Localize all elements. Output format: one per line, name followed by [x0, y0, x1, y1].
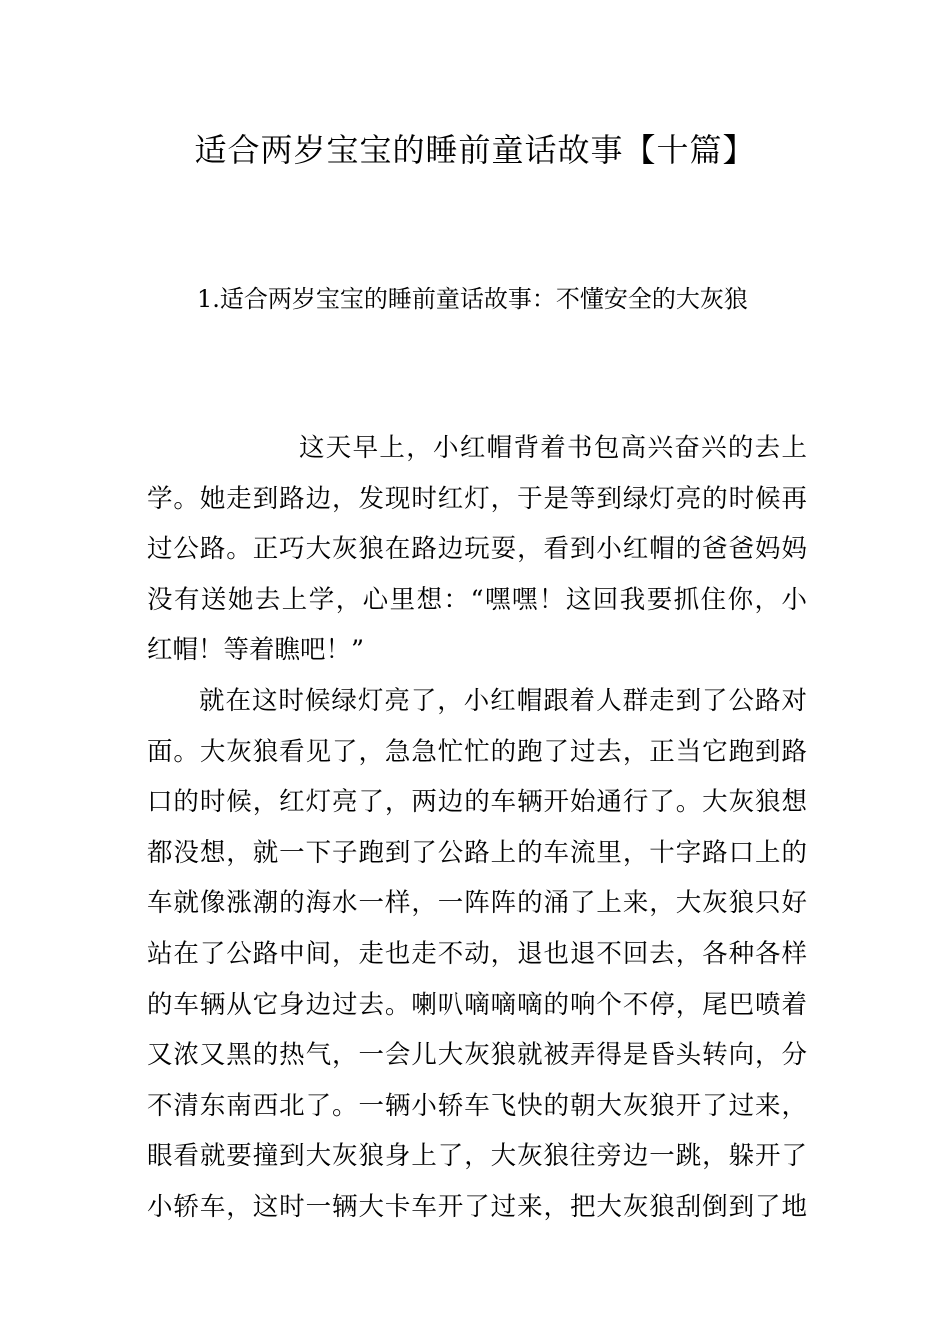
paragraph-2-line-7: 的车辆从它身边过去。喇叭嘀嘀嘀的响个不停，尾巴喷着 — [147, 989, 807, 1020]
paragraph-1-line-5: 红帽！等着瞧吧！” — [147, 635, 365, 666]
paragraph-2-line-5: 车就像涨潮的海水一样，一阵阵的涌了上来，大灰狼只好 — [147, 888, 807, 919]
paragraph-1-line-1: 这天早上，小红帽背着书包高兴奋兴的去上 — [299, 433, 807, 463]
paragraph-2-line-8: 又浓又黑的热气，一会儿大灰狼就被弄得是昏头转向，分 — [147, 1040, 807, 1071]
paragraph-1-line-2: 学。她走到路边，发现时红灯，于是等到绿灯亮的时候再 — [147, 483, 807, 514]
paragraph-2-line-1: 就在这时候绿灯亮了，小红帽跟着人群走到了公路对 — [199, 685, 807, 716]
paragraph-2-line-3: 口的时候，红灯亮了，两边的车辆开始通行了。大灰狼想 — [147, 787, 807, 818]
paragraph-2-line-2: 面。大灰狼看见了，急急忙忙的跑了过去，正当它跑到路 — [147, 736, 807, 767]
paragraph-2-line-4: 都没想，就一下子跑到了公路上的车流里，十字路口上的 — [147, 837, 807, 868]
story-body — [147, 428, 807, 1238]
paragraph-2-line-10: 眼看就要撞到大灰狼身上了，大灰狼往旁边一跳，躲开了 — [147, 1141, 807, 1172]
paragraph-2-line-11: 小轿车，这时一辆大卡车开了过来，把大灰狼刮倒到了地 — [147, 1191, 807, 1222]
document-title: 适合两岁宝宝的睡前童话故事【十篇】 — [194, 131, 756, 169]
section-heading: 1.适合两岁宝宝的睡前童话故事：不懂安全的大灰狼 — [197, 285, 748, 313]
paragraph-2-line-9: 不清东南西北了。一辆小轿车飞快的朝大灰狼开了过来， — [147, 1090, 807, 1121]
paragraph-1-line-4: 没有送她去上学，心里想：“嘿嘿！这回我要抓住你，小 — [147, 584, 807, 615]
paragraph-2-line-6: 站在了公路中间，走也走不动，退也退不回去，各种各样 — [147, 938, 807, 969]
paragraph-1-line-3: 过公路。正巧大灰狼在路边玩耍，看到小红帽的爸爸妈妈 — [147, 534, 807, 565]
